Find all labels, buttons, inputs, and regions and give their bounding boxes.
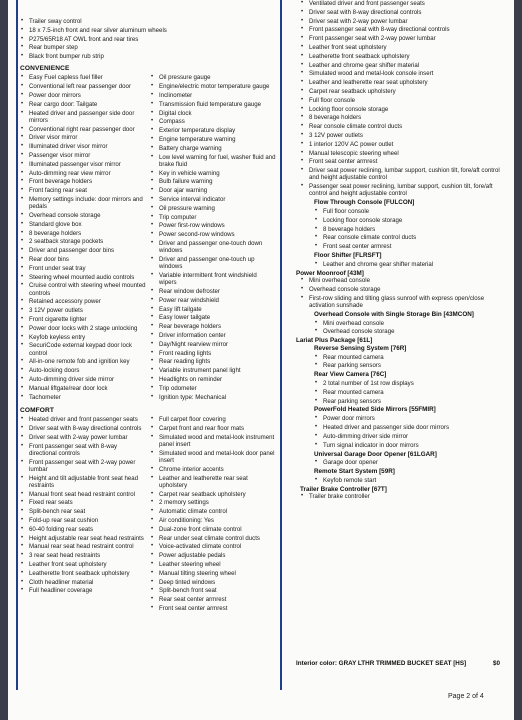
list-item: • Leather and chrome gear shifter material [314,261,510,268]
list-item: • Power adjustable pedals [150,552,276,559]
interior-color-text: Interior color: GRAY LTHR TRIMMED BUCKET SEAT [HS] [296,660,467,667]
list-item: • Locking floor console storage [314,217,510,224]
list-item: • Oil pressure warning [150,205,276,212]
list-item: • Split-bench front seat [150,587,276,594]
powerfold-list [296,415,510,449]
list-item: • Garage door opener [314,459,510,466]
list-item: • Driver and passenger one-touch up windows [150,256,276,270]
list-item: • Key in vehicle warning [150,170,276,177]
list-item: • Manual front seat head restraint control [20,491,146,498]
list-item: • Full headliner coverage [20,587,146,594]
list-item: • Manual tilting steering wheel [150,570,276,577]
list-item: • Front seat center armrest [150,605,276,612]
list-item: • Front passenger seat with 8-way directional controls [20,443,146,457]
list-item: • Transmission fluid temperature gauge [150,101,276,108]
flow-console-list [296,208,510,250]
list-item: • Standard glove box [20,221,146,228]
list-item: • Rear parking sensors [314,398,510,405]
list-item: • Leatherette front seatback upholstery [20,570,146,577]
list-item: • Rear console climate control ducts [314,234,510,241]
list-item: • Engine temperature warning [150,136,276,143]
list-item: • 1 interior 120V AC power outlet [300,141,510,148]
list-item: • Simulated wood and metal-look console insert [300,70,510,77]
convenience-list-right [146,74,276,402]
list-item: • Front passenger seat with 2-way power lumbar [20,459,146,473]
list-item: • Rear under seat climate control ducts [150,535,276,542]
reverse-sensing-title: Reverse Sensing System [76R] [314,344,407,352]
list-item: • Auto-locking doors [20,367,146,374]
list-item: • Simulated wood and metal-look instrument panel insert [150,434,276,448]
list-item: • Driver and passenger one-touch down windows [150,240,276,254]
list-item: • Turn signal indicator in door mirrors [314,442,510,449]
list-item: • Height adjustable rear seat head restraints [20,535,146,542]
list-item: • Leatherette front seatback upholstery [300,53,510,60]
list-item: • Carpet front and rear floor mats [150,425,276,432]
list-item: • Front passenger seat with 2-way power lumbar [300,35,510,42]
list-item: • Full floor console [314,208,510,215]
list-item: • Driver information center [150,332,276,339]
list-item: • Illuminated passenger visor mirror [20,161,146,168]
list-item: • Rear console climate control ducts [300,123,510,130]
lariat-plus-title: Lariat Plus Package [61L] [296,337,373,345]
list-item: • P275/65R18 AT OWL front and rear tires [20,36,276,43]
garage-opener-list [296,459,510,466]
list-item: • SecuriCode external keypad door lock control [20,342,146,356]
list-item: • Carpet rear seatback upholstery [300,88,510,95]
list-item: • Passenger seat power reclining, lumbar support, cushion tilt, fore/aft control and height adjustable control [300,183,510,197]
list-item: • Dual-zone front climate control [150,526,276,533]
list-item: • Illuminated driver visor mirror [20,143,146,150]
list-item: • Rear mounted camera [314,389,510,396]
list-item: • 8 beverage holders [20,230,146,237]
list-item: • Cloth headliner material [20,579,146,586]
list-item: • Fixed rear seats [20,499,146,506]
list-item: • Headlights on reminder [150,376,276,383]
comfort-grid [16,416,276,614]
list-item: • Overhead console storage [20,212,146,219]
interior-color-line [296,660,510,667]
rear-camera-title: Rear View Camera [76C] [314,371,387,379]
list-item: • Front seat center armrest [300,158,510,165]
list-item: • Door ajar warning [150,187,276,194]
list-item: • Oil pressure gauge [150,74,276,81]
list-item: • Leather steering wheel [150,561,276,568]
list-item: • Engine/electric motor temperature gauge [150,83,276,90]
list-item: • Easy lift tailgate [150,306,276,313]
list-item: • Front seat center armrest [314,243,510,250]
exterior-features-list [16,18,276,60]
list-item: • Split-bench rear seat [20,508,146,515]
list-item: • Trip odometer [150,385,276,392]
list-item: • Leather and leatherette rear seat upholstery [300,79,510,86]
convenience-grid [16,74,276,402]
overhead-console-list [296,320,510,336]
list-item: • Rear cargo door: Tailgate [20,101,146,108]
list-item: • Locking floor console storage [300,106,510,113]
interior-color-price: $0 [492,660,500,667]
remote-start-list [296,477,510,484]
list-item: • Ignition type: Mechanical [150,394,276,401]
list-item: • Manual liftgate/rear door lock [20,385,146,392]
comfort-heading: COMFORT [20,407,55,415]
list-item: • Conventional right rear passenger door [20,126,146,133]
list-item: • Chrome interior accents [150,466,276,473]
list-item: • Front beverage holders [20,178,146,185]
list-item: • Mini overhead console [314,320,510,327]
list-item: • Simulated wood and metal-look door panel insert [150,450,276,464]
list-item: • Overhead console storage [314,328,510,335]
list-item: • Keyfob remote start [314,477,510,484]
list-item: • Driver seat with 2-way power lumbar [300,18,510,25]
right-column [296,0,510,502]
list-item: • Carpet rear seatback upholstery [150,491,276,498]
list-item: • Trailer brake controller [300,493,510,500]
trailer-brake-title: Trailer Brake Controller [67T] [300,485,387,493]
list-item: • Overhead console storage [300,286,510,293]
list-item: • Auto-dimming driver side mirror [20,376,146,383]
list-item: • Easy lower tailgate [150,314,276,321]
list-item: • Rear reading lights [150,358,276,365]
comfort-continued-list [296,0,510,198]
list-item: • Trip computer [150,214,276,221]
convenience-heading: CONVENIENCE [20,65,70,73]
list-item: • 3 12V power outlets [300,132,510,139]
list-item: • Digital clock [150,110,276,117]
trailer-brake-list [296,493,510,500]
reverse-sensing-list [296,354,510,370]
list-item: • Low level warning for fuel, washer fluid and brake fluid [150,154,276,168]
list-item: • Rear bumper step [20,44,276,51]
page-number: Page 2 of 4 [448,693,484,700]
comfort-list-right [146,416,276,614]
list-item: • Memory settings include: door mirrors and pedals [20,196,146,210]
list-item: • Leather front seat upholstery [20,561,146,568]
list-item: • Manual telescopic steering wheel [300,150,510,157]
list-item: • 8 beverage holders [300,114,510,121]
list-item: • Rear parking sensors [314,362,510,369]
list-item: • Power door locks with 2 stage unlocking [20,325,146,332]
comfort-list-left [16,416,146,614]
list-item: • Bulb failure warning [150,178,276,185]
list-item: • Black front bumper rub strip [20,53,276,60]
list-item: • Air conditioning: Yes [150,517,276,524]
remote-start-title: Remote Start System [59R] [314,468,395,476]
list-item: • Conventional left rear passenger door [20,83,146,90]
flow-console-title: Flow Through Console [FULCON] [314,199,415,207]
list-item: • Front passenger seat with 8-way directional controls [300,26,510,33]
list-item: • Leather front seat upholstery [300,44,510,51]
list-item: • 8 beverage holders [314,226,510,233]
list-item: • Heated driver and passenger side door mirrors [20,110,146,124]
list-item: • Front facing rear seat [20,187,146,194]
list-item: • Rear seat center armrest [150,596,276,603]
list-item: • First-row sliding and tilting glass sunroof with express open/close activation sunshade [300,295,510,309]
moonroof-title: Power Moonroof [43M] [296,269,364,277]
list-item: • Power door mirrors [314,415,510,422]
list-item: • Rear beverage holders [150,323,276,330]
list-item: • Automatic climate control [150,508,276,515]
list-item: • Driver visor mirror [20,134,146,141]
list-item: • Auto-dimming rear view mirror [20,170,146,177]
list-item: • 2 seatback storage pockets [20,238,146,245]
list-item: • Power rear windshield [150,297,276,304]
list-item: • Fold-up rear seat cushion [20,517,146,524]
list-item: • Retained accessory power [20,298,146,305]
list-item: • Inclinometer [150,92,276,99]
list-item: • Leather and chrome gear shifter material [300,62,510,69]
list-item: • Cruise control with steering wheel mounted controls [20,282,146,296]
list-item: • 18 x 7.5-inch front and rear silver aluminum wheels [20,27,276,34]
list-item: • Rear door bins [20,256,146,263]
list-item: • Height and tilt adjustable front seat head restraints [20,475,146,489]
list-item: • Day/Night rearview mirror [150,341,276,348]
list-item: • Power first-row windows [150,222,276,229]
list-item: • 3 12V power outlets [20,307,146,314]
list-item: • Driver seat with 2-way power lumbar [20,434,146,441]
list-item: • Steering wheel mounted audio controls [20,274,146,281]
list-item: • Driver and passenger door bins [20,247,146,254]
list-item: • Power second-row windows [150,231,276,238]
list-item: • Front under seat tray [20,265,146,272]
list-item: • 3 rear seat head restraints [20,552,146,559]
list-item: • 2 memory settings [150,499,276,506]
floor-shifter-title: Floor Shifter [FLRSFT] [314,252,382,260]
list-item: • Voice-activated climate control [150,543,276,550]
convenience-list-left [16,74,146,402]
list-item: • Front reading lights [150,350,276,357]
list-item: • Keyfob keyless entry [20,334,146,341]
list-item: • Power door mirrors [20,92,146,99]
powerfold-title: PowerFold Heated Side Mirrors [55FMIR] [314,406,436,414]
list-item: • 2 total number of 1st row displays [314,380,510,387]
list-item: • Driver seat with 8-way directional controls [20,425,146,432]
list-item: • Heated driver and front passenger seats [20,416,146,423]
list-item: • Manual rear seat head restraint control [20,543,146,550]
list-item: • Rear mounted camera [314,354,510,361]
column-divider [280,0,282,690]
list-item: • Service interval indicator [150,196,276,203]
left-column [16,18,276,614]
list-item: • All-in-one remote fob and ignition key [20,358,146,365]
list-item: • Passenger visor mirror [20,152,146,159]
list-item: • Driver seat with 8-way directional controls [300,9,510,16]
list-item: • Battery charge warning [150,145,276,152]
list-item: • Driver seat power reclining, lumbar support, cushion tilt, fore/aft control and height adjustable control [300,167,510,181]
garage-opener-title: Universal Garage Door Opener [61LGAR] [314,450,437,458]
rear-camera-list [296,380,510,405]
list-item: • Variable intermittent front windshield wipers [150,272,276,286]
list-item: • Full floor console [300,97,510,104]
list-item: • Trailer sway control [20,18,276,25]
list-item: • Front cigarette lighter [20,316,146,323]
list-item: • Full carpet floor covering [150,416,276,423]
list-item: • Leather and leatherette rear seat upholstery [150,475,276,489]
list-item: • Easy Fuel capless fuel filler [20,74,146,81]
list-item: • Mini overhead console [300,277,510,284]
list-item: • Auto-dimming driver side mirror [314,433,510,440]
list-item: • Compass [150,118,276,125]
list-item: • 60-40 folding rear seats [20,526,146,533]
list-item: • Deep tinted windows [150,579,276,586]
list-item: • Variable instrument panel light [150,367,276,374]
moonroof-list [296,277,510,309]
overhead-console-title: Overhead Console with Single Storage Bin [43MCON] [314,310,474,318]
floor-shifter-list [296,261,510,268]
list-item: • Tachometer [20,394,146,401]
list-item: • Rear window defroster [150,288,276,295]
list-item: • Ventilated driver and front passenger seats [300,0,510,7]
list-item: • Heated driver and passenger side door mirrors [314,424,510,431]
list-item: • Exterior temperature display [150,127,276,134]
